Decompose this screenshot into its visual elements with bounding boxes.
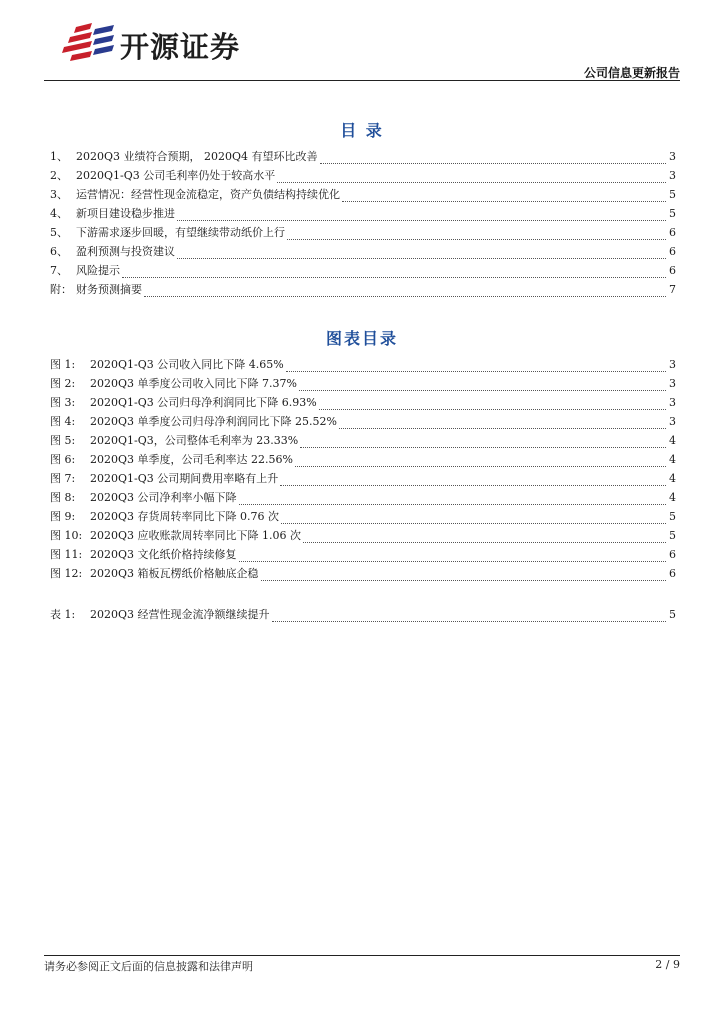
entry-label[interactable]: 2020Q3 单季度公司归母净利润同比下降 25.52%	[90, 415, 337, 428]
entry-number: 图 10:	[50, 529, 83, 542]
entry-page-number[interactable]: 4	[669, 453, 676, 466]
disclaimer-note: 请务必参阅正文后面的信息披露和法律声明	[44, 960, 253, 973]
entry-label[interactable]: 2020Q1-Q3 公司归母净利润同比下降 6.93%	[90, 396, 317, 409]
dot-leader	[272, 621, 666, 622]
entry-number: 图 3:	[50, 396, 76, 409]
toc-entry[interactable]	[50, 224, 676, 243]
entry-number: 6、	[50, 245, 68, 258]
company-logo	[62, 22, 272, 68]
page-indicator: 2 / 9	[655, 958, 680, 971]
footer-divider	[44, 955, 680, 956]
figure-entry[interactable]	[50, 413, 676, 432]
entry-label[interactable]: 2020Q1-Q3 公司收入同比下降 4.65%	[90, 358, 284, 371]
dot-leader	[177, 258, 666, 259]
entry-number: 图 5:	[50, 434, 76, 447]
logo-wordmark: 开源证券	[120, 29, 241, 64]
entry-page-number[interactable]: 7	[669, 283, 676, 296]
figure-list	[50, 356, 676, 584]
dot-leader	[320, 163, 666, 164]
entry-label[interactable]: 2020Q3 业绩符合预期， 2020Q4 有望环比改善	[76, 150, 318, 163]
entry-label[interactable]: 2020Q1-Q3 公司期间费用率略有上升	[90, 472, 279, 485]
toc-entry[interactable]	[50, 186, 676, 205]
dot-leader	[281, 523, 666, 524]
entry-number: 图 1:	[50, 358, 76, 371]
entry-label[interactable]: 2020Q1-Q3，公司整体毛利率为 23.33%	[90, 434, 299, 447]
figures-title: 图表目录	[325, 329, 398, 348]
entry-page-number[interactable]: 4	[669, 491, 676, 504]
entry-number: 5、	[50, 226, 68, 239]
entry-page-number[interactable]: 3	[669, 169, 676, 182]
entry-number: 1、	[50, 150, 68, 163]
entry-number: 图 8:	[50, 491, 76, 504]
entry-page-number[interactable]: 5	[669, 608, 676, 621]
entry-label[interactable]: 盈利预测与投资建议	[76, 245, 175, 258]
entry-page-number[interactable]: 3	[669, 150, 676, 163]
report-type-label: 公司信息更新报告	[583, 66, 680, 80]
entry-page-number[interactable]: 6	[669, 264, 676, 277]
entry-page-number[interactable]: 6	[669, 245, 676, 258]
dot-leader	[303, 542, 666, 543]
figure-entry[interactable]	[50, 356, 676, 375]
entry-number: 7、	[50, 264, 68, 277]
entry-label[interactable]: 2020Q3 经营性现金流净额继续提升	[90, 608, 270, 621]
entry-page-number[interactable]: 5	[669, 510, 676, 523]
dot-leader	[280, 485, 666, 486]
figure-entry[interactable]	[50, 527, 676, 546]
entry-number: 4、	[50, 207, 68, 220]
dot-leader	[277, 182, 666, 183]
entry-number: 附：	[50, 283, 72, 296]
entry-page-number[interactable]: 5	[669, 207, 676, 220]
entry-label[interactable]: 财务预测摘要	[76, 283, 142, 296]
entry-page-number[interactable]: 6	[669, 226, 676, 239]
entry-page-number[interactable]: 3	[669, 415, 676, 428]
entry-label[interactable]: 2020Q3 文化纸价格持续修复	[90, 548, 237, 561]
entry-label[interactable]: 2020Q3 单季度公司收入同比下降 7.37%	[90, 377, 297, 390]
entry-page-number[interactable]: 4	[669, 434, 676, 447]
header-divider	[44, 80, 680, 81]
toc-list	[50, 148, 676, 300]
figure-entry[interactable]	[50, 375, 676, 394]
dot-leader	[144, 296, 666, 297]
entry-label[interactable]: 2020Q3 单季度，公司毛利率达 22.56%	[90, 453, 293, 466]
entry-number: 图 7:	[50, 472, 76, 485]
entry-page-number[interactable]: 6	[669, 548, 676, 561]
entry-number: 图 6:	[50, 453, 76, 466]
entry-number: 3、	[50, 188, 68, 201]
dot-leader	[239, 504, 666, 505]
entry-number: 图 12:	[50, 567, 83, 580]
figure-entry[interactable]	[50, 546, 676, 565]
toc-entry[interactable]	[50, 281, 676, 300]
entry-label[interactable]: 2020Q3 存货周转率同比下降 0.76 次	[90, 510, 279, 523]
figure-entry[interactable]	[50, 470, 676, 489]
dot-leader	[122, 277, 666, 278]
entry-number: 图 9:	[50, 510, 76, 523]
entry-page-number[interactable]: 3	[669, 358, 676, 371]
entry-label[interactable]: 2020Q3 公司净利率小幅下降	[90, 491, 237, 504]
entry-page-number[interactable]: 3	[669, 396, 676, 409]
figure-entry[interactable]	[50, 565, 676, 584]
entry-number: 表 1:	[50, 608, 76, 621]
entry-number: 图 4:	[50, 415, 76, 428]
dot-leader	[177, 220, 666, 221]
figure-entry[interactable]	[50, 451, 676, 470]
dot-leader	[286, 371, 666, 372]
toc-entry[interactable]	[50, 243, 676, 262]
entry-page-number[interactable]: 3	[669, 377, 676, 390]
entry-label[interactable]: 下游需求逐步回暖，有望继续带动纸价上行	[76, 226, 285, 239]
figure-entry[interactable]	[50, 508, 676, 527]
entry-label[interactable]: 2020Q3 箱板瓦楞纸价格触底企稳	[90, 567, 259, 580]
toc-entry[interactable]	[50, 205, 676, 224]
entry-page-number[interactable]: 5	[669, 188, 676, 201]
figure-entry[interactable]	[50, 489, 676, 508]
entry-number: 2、	[50, 169, 68, 182]
dot-leader	[295, 466, 666, 467]
entry-number: 图 11:	[50, 548, 83, 561]
entry-page-number[interactable]: 5	[669, 529, 676, 542]
dot-leader	[287, 239, 666, 240]
entry-label[interactable]: 运营情况：经营性现金流稳定，资产负债结构持续优化	[76, 188, 340, 201]
table-list	[50, 606, 676, 625]
entry-label[interactable]: 新项目建设稳步推进	[76, 207, 175, 220]
toc-entry[interactable]	[50, 262, 676, 281]
toc-title: 目 录	[340, 121, 384, 140]
entry-page-number[interactable]: 6	[669, 567, 676, 580]
dot-leader	[299, 390, 666, 391]
dot-leader	[261, 580, 666, 581]
entry-label[interactable]: 风险提示	[76, 264, 120, 277]
dot-leader	[300, 447, 666, 448]
entry-number: 图 2:	[50, 377, 76, 390]
toc-entry[interactable]	[50, 167, 676, 186]
dot-leader	[342, 201, 666, 202]
entry-label[interactable]: 2020Q3 应收账款周转率同比下降 1.06 次	[90, 529, 301, 542]
figure-entry[interactable]	[50, 432, 676, 451]
kaiyuan-logo-icon	[62, 23, 116, 67]
toc-entry[interactable]	[50, 148, 676, 167]
entry-label[interactable]: 2020Q1-Q3 公司毛利率仍处于较高水平	[76, 169, 276, 182]
figure-entry[interactable]	[50, 394, 676, 413]
dot-leader	[239, 561, 666, 562]
dot-leader	[319, 409, 666, 410]
dot-leader	[339, 428, 666, 429]
entry-page-number[interactable]: 4	[669, 472, 676, 485]
table-entry[interactable]	[50, 606, 676, 625]
